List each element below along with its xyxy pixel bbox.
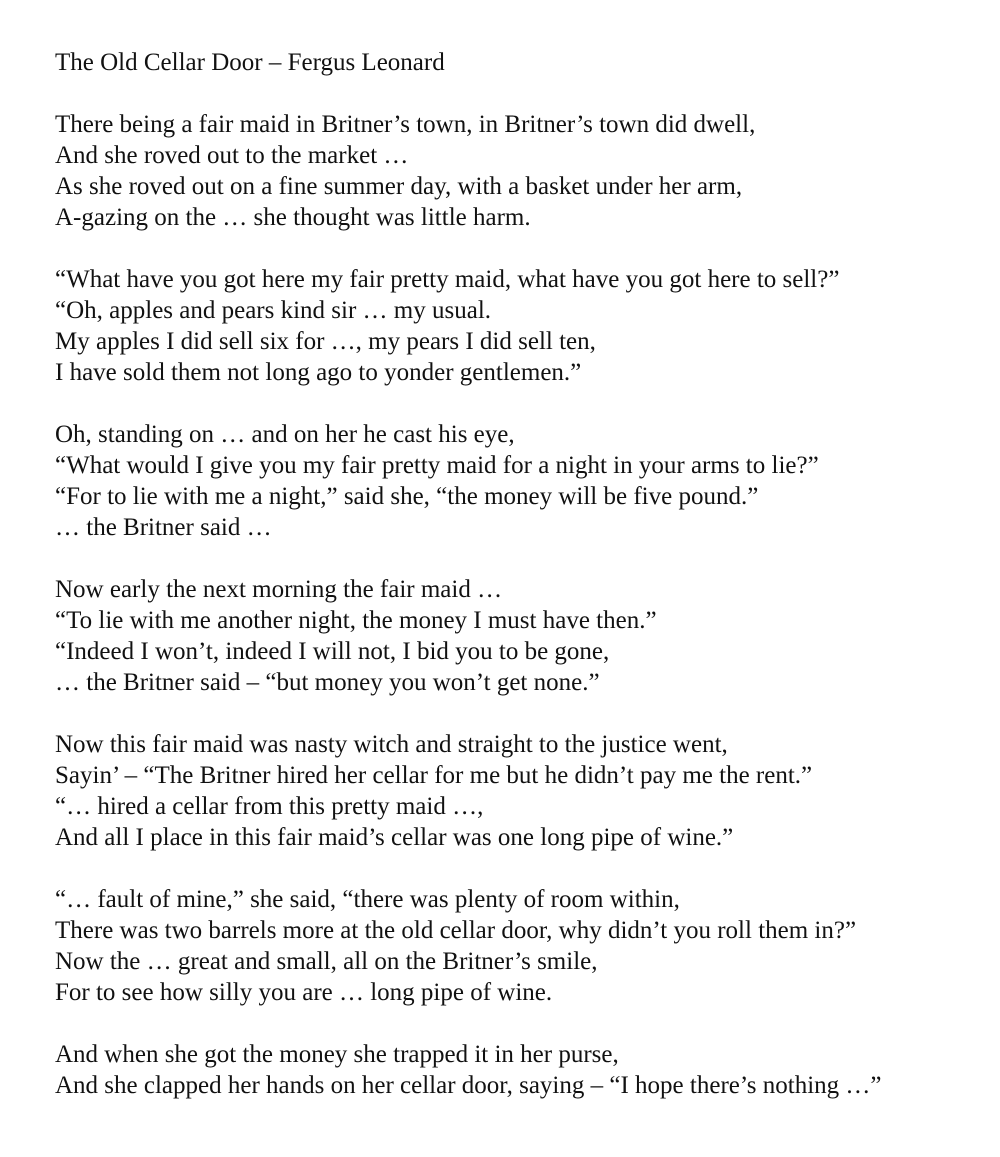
poem-line: And all I place in this fair maid’s cellar was one long pipe of wine.” [55,824,734,851]
poem-line: Now early the next morning the fair maid … [55,576,503,603]
poem-line: Now the … great and small, all on the Britner’s smile, [55,948,598,975]
poem-line: My apples I did sell six for …, my pears I did sell ten, [55,328,596,355]
poem-line: And she clapped her hands on her cellar door, saying – “I hope there’s nothing …” [55,1072,882,1099]
poem-line: I have sold them not long ago to yonder gentlemen.” [55,359,582,386]
poem-line: “Oh, apples and pears kind sir … my usual. [55,297,492,324]
poem-line: There was two barrels more at the old cellar door, why didn’t you roll them in?” [55,917,857,944]
poem-line: “What would I give you my fair pretty maid for a night in your arms to lie?” [55,452,819,479]
poem-line: “For to lie with me a night,” said she, “the money will be five pound.” [55,483,759,510]
poem-body [55,109,1000,1101]
poem-line: “… fault of mine,” she said, “there was plenty of room within, [55,886,680,913]
poem-line: And when she got the money she trapped it in her purse, [55,1041,619,1068]
poem-line: “Indeed I won’t, indeed I will not, I bid you to be gone, [55,638,610,665]
stanza-4 [55,574,1000,698]
poem-line: Sayin’ – “The Britner hired her cellar for me but he didn’t pay me the rent.” [55,762,813,789]
poem-line: … the Britner said … [55,514,272,541]
stanza-7 [55,1039,1000,1101]
poem-line: For to see how silly you are … long pipe of wine. [55,979,553,1006]
page-title: The Old Cellar Door – Fergus Leonard [55,49,445,76]
poem-line: A-gazing on the … she thought was little harm. [55,204,531,231]
poem-line: … the Britner said – “but money you won’t get none.” [55,669,600,696]
stanza-2 [55,264,1000,388]
stanza-1 [55,109,1000,233]
stanza-3 [55,419,1000,543]
poem-line: “What have you got here my fair pretty maid, what have you got here to sell?” [55,266,840,293]
poem-line: And she roved out to the market … [55,142,409,169]
stanza-5 [55,729,1000,853]
poem-line: As she roved out on a fine summer day, with a basket under her arm, [55,173,743,200]
poem-line: “… hired a cellar from this pretty maid …, [55,793,484,820]
stanza-6 [55,884,1000,1008]
poem-line: Now this fair maid was nasty witch and straight to the justice went, [55,731,728,758]
poem-line: There being a fair maid in Britner’s town, in Britner’s town did dwell, [55,111,756,138]
poem-line: Oh, standing on … and on her he cast his eye, [55,421,515,448]
poem-line: “To lie with me another night, the money I must have then.” [55,607,657,634]
